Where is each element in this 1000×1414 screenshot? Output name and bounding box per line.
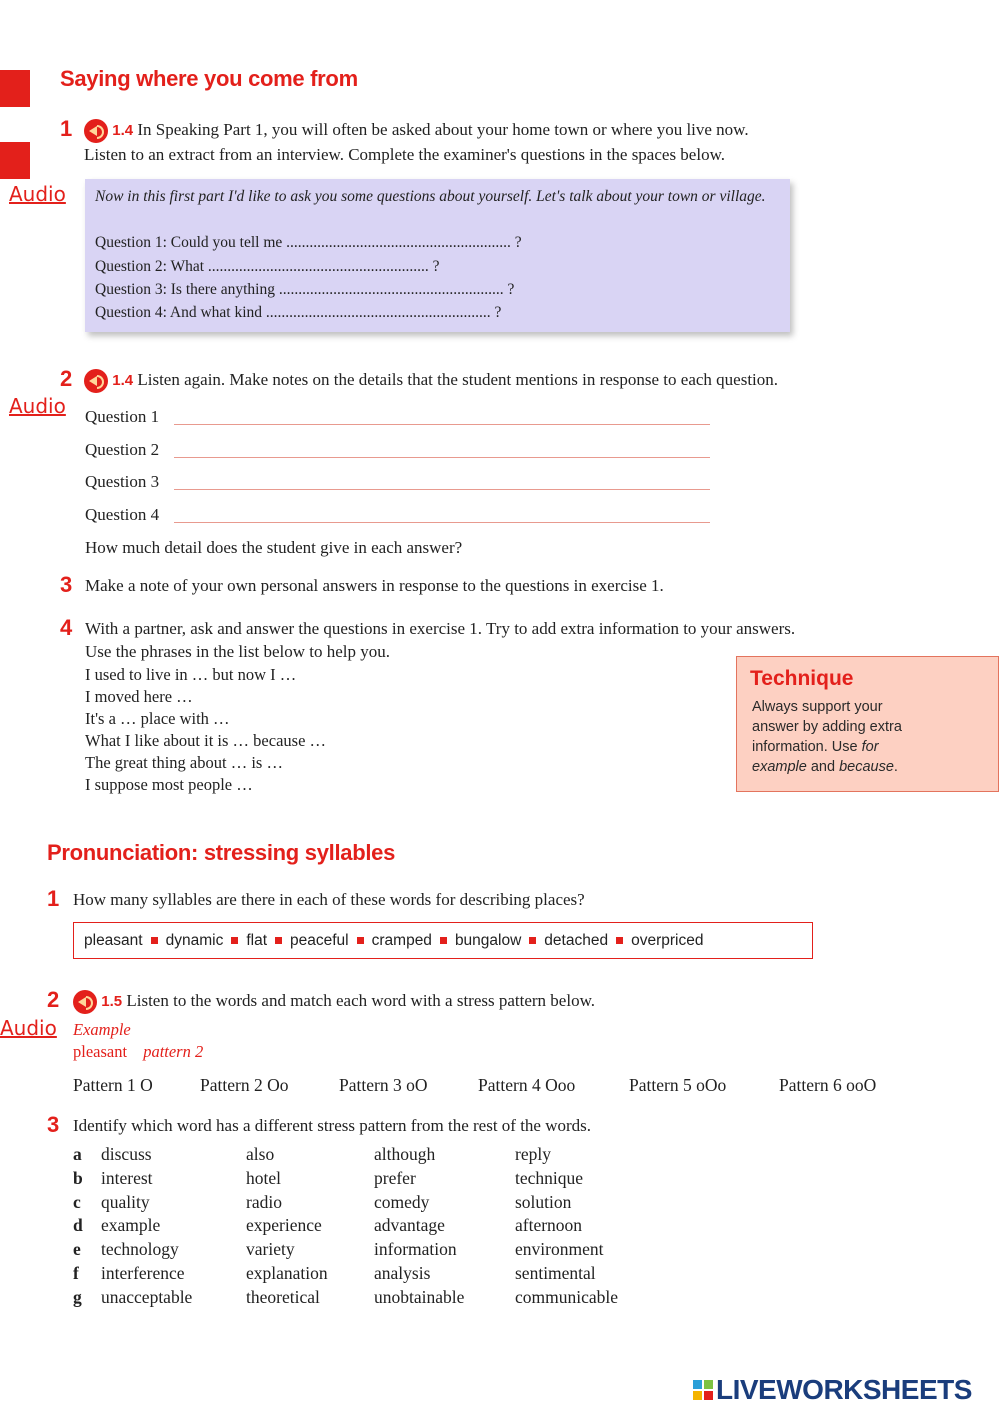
word-item: dynamic [165,932,224,949]
word-cell: advantage [374,1215,445,1236]
example-pattern: pattern 2 [143,1042,204,1061]
examiner-intro: Now in this first part I'd like to ask you some questions about yourself. Let's talk about your town or village. [95,188,766,205]
pron-exercise-2-text: Listen to the words and match each word with a stress pattern below. [126,991,595,1010]
word-cell: interest [101,1167,153,1188]
exercise-1-instructions [84,118,884,166]
example-answer [73,1042,203,1062]
word-cell: information [374,1239,457,1260]
word-cell: theoretical [246,1286,320,1307]
stress-word-table [73,1144,655,1311]
exercise-1-line2: Listen to an extract from an interview. Complete the examiner's questions in the spaces below. [84,145,726,165]
word-cell: comedy [374,1191,430,1212]
word-cell: example [101,1215,161,1236]
word-cell: solution [515,1191,572,1212]
pron-exercise-2-instructions [73,989,873,1014]
answer-line-q4[interactable] [174,506,710,523]
exercise-4-line2: Use the phrases in the list below to help you. [85,642,391,661]
word-cell: discuss [101,1144,152,1164]
exercise-2-number: 2 [60,366,73,391]
phrase-item: I moved here … [85,687,193,706]
word-item: flat [246,932,268,949]
exercise-1-line1: In Speaking Part 1, you will often be asked about your home town or where you live now. [137,120,749,139]
table-row [73,1287,655,1311]
exercise-4-number: 4 [60,615,73,640]
word-cell: sentimental [515,1262,596,1283]
stress-pattern-5: Pattern 5 oOo [629,1075,727,1095]
row-letter: a [73,1144,82,1164]
track-number: 1.4 [112,122,134,139]
word-cell: although [374,1144,436,1164]
audio-speaker-icon[interactable] [73,990,97,1014]
useful-phrases-list [85,664,326,796]
margin-marker-bottom [0,142,30,179]
word-cell: hotel [246,1167,281,1188]
pron-exercise-1-number: 1 [47,886,60,911]
examiner-questions-box [85,179,790,332]
word-cell: interference [101,1262,185,1283]
table-row [73,1192,655,1216]
exercise-4-line1: With a partner, ask and answer the questions in exercise 1. Try to add extra information to your answers. [85,619,796,638]
exercise-3-number: 3 [60,572,73,597]
pron-exercise-3-text: Identify which word has a different stress pattern from the rest of the words. [73,1116,592,1135]
track-number: 1.5 [101,993,123,1010]
word-cell: explanation [246,1262,328,1283]
word-list-box [73,922,813,959]
question-4-prompt: Question 4: And what kind .......................................................... ? [95,304,502,321]
word-cell: variety [246,1239,295,1260]
word-cell: environment [515,1239,604,1260]
pron-exercise-3-number: 3 [47,1112,60,1137]
table-row [73,1168,655,1192]
word-cell: prefer [374,1167,416,1188]
example-word: pleasant [73,1042,128,1061]
stress-pattern-6: Pattern 6 ooO [779,1075,877,1095]
phrase-item: The great thing about … is … [85,753,283,772]
word-cell: experience [246,1215,322,1236]
table-row [73,1239,655,1263]
question-2-prompt: Question 2: What ......................................................... ? [95,258,440,275]
exercise-2-instructions [84,368,904,393]
exercise-2-follow-up: How much detail does the student give in each answer? [85,538,463,557]
word-cell: analysis [374,1262,431,1283]
audio-speaker-icon[interactable] [84,119,108,143]
track-number: 1.4 [112,372,134,389]
brand-name: LIVEWORKSHEETS [716,1374,972,1405]
table-row [73,1263,655,1287]
word-cell: afternoon [515,1215,583,1236]
row-letter: g [73,1286,82,1307]
word-item: cramped [371,932,432,949]
table-row [73,1144,655,1168]
technique-title: Technique [750,667,854,690]
row-letter: c [73,1191,81,1212]
word-cell: unobtainable [374,1286,465,1307]
row-letter: e [73,1239,81,1260]
phrase-item: What I like about it is … because … [85,731,327,750]
pron-exercise-2-number: 2 [47,987,60,1012]
word-item: bungalow [454,932,522,949]
row-letter: d [73,1215,83,1236]
audio-speaker-icon[interactable] [84,369,108,393]
pron-exercise-1-text: How many syllables are there in each of these words for describing places? [73,890,585,909]
logo-mark-icon [692,1379,714,1401]
technique-text: Always support your answer by adding extra information. Use for example and because. [752,699,902,775]
answer-line-q2[interactable] [174,441,710,458]
example-label: Example [73,1020,131,1039]
question-3-prompt: Question 3: Is there anything .......................................................... ? [95,281,515,298]
exercise-2-text: Listen again. Make notes on the details that the student mentions in response to each question. [137,370,779,389]
answer-label-q2: Question 2 [85,440,160,459]
audio-link-ex1[interactable]: Audio [9,182,66,206]
answer-line-q3[interactable] [174,473,710,490]
exercise-1-number: 1 [60,116,73,141]
word-cell: also [246,1144,275,1164]
word-cell: technology [101,1239,179,1260]
word-cell: unacceptable [101,1286,193,1307]
table-row [73,1215,655,1239]
answer-label-q3: Question 3 [85,472,160,491]
word-cell: quality [101,1191,150,1212]
phrase-item: It's a … place with … [85,709,230,728]
audio-link-ex2[interactable]: Audio [9,394,66,418]
word-cell: communicable [515,1286,619,1307]
phrase-item: I suppose most people … [85,775,253,794]
stress-pattern-4: Pattern 4 Ooo [478,1075,576,1095]
answer-line-q1[interactable] [174,408,710,425]
section-heading-where-from: Saying where you come from [60,66,358,91]
word-cell: reply [515,1144,551,1164]
liveworksheets-logo [692,1374,972,1406]
row-letter: f [73,1262,79,1283]
word-item: pleasant [84,932,143,949]
stress-pattern-3: Pattern 3 oO [339,1075,428,1095]
word-cell: radio [246,1191,282,1212]
word-item: peaceful [290,932,349,949]
answer-label-q4: Question 4 [85,505,160,524]
stress-pattern-1: Pattern 1 O [73,1075,153,1095]
question-1-prompt: Question 1: Could you tell me .......................................................... ? [95,234,522,251]
technique-box [736,656,999,792]
phrase-item: I used to live in … but now I … [85,665,297,684]
stress-pattern-2: Pattern 2 Oo [200,1075,289,1095]
audio-link-pron-ex2[interactable]: Audio [0,1016,57,1040]
word-cell: technique [515,1167,584,1188]
word-item: overpriced [631,932,704,949]
row-letter: b [73,1167,83,1188]
exercise-3-text: Make a note of your own personal answers in response to the questions in exercise 1. [85,576,664,595]
word-item: detached [544,932,609,949]
margin-marker-top [0,70,30,107]
section-heading-pronunciation: Pronunciation: stressing syllables [47,840,396,865]
answer-label-q1: Question 1 [85,407,160,426]
